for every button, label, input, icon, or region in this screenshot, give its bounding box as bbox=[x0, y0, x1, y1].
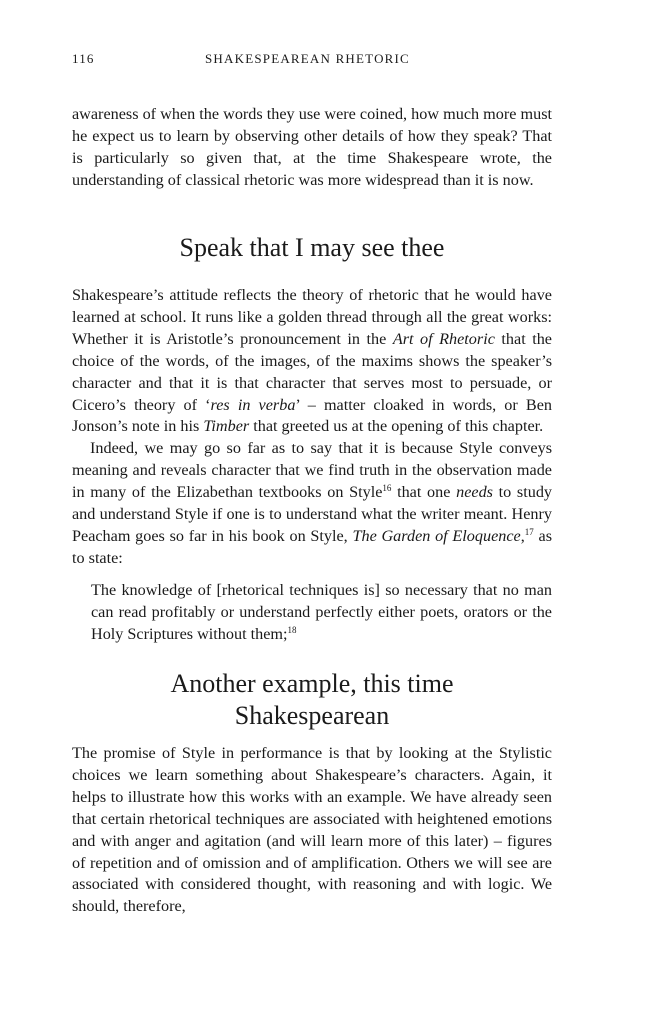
paragraph-promise-of-style: The promise of Style in performance is that by looking at the Stylistic choices we learn something about Shakespeare’s characters. Again, it helps to illustrate how this works with an example. We have already seen that certain rhetorical techniques are associated with heightened emotions and with anger and agitation (and will learn more of this later) – figures of repetition and of omission and of amplification. Others we will see are associated with considered thought, with reasoning and with logic. We should, therefore, bbox=[72, 744, 552, 916]
paragraph-attitude bbox=[72, 285, 552, 438]
heading-line: Another example, this time bbox=[170, 669, 454, 698]
page-number: 116 bbox=[72, 51, 95, 66]
footnote-ref-18[interactable]: 18 bbox=[287, 624, 297, 635]
italic-needs: needs bbox=[456, 482, 493, 501]
running-title: SHAKESPEAREAN RHETORIC bbox=[205, 51, 410, 66]
text-run: that greeted us at the opening of this chapter. bbox=[249, 417, 544, 436]
paragraph-continuation: awareness of when the words they use were coined, how much more must he expect us to learn by observing other details of how they speak? That is particularly so given that, at the time Shakespeare wrote, the understanding of classical rhetoric was more widespread than it is now. bbox=[72, 105, 552, 189]
text-run: , bbox=[520, 526, 525, 545]
footnote-ref-16[interactable]: 16 bbox=[382, 482, 392, 493]
paragraph-indeed bbox=[72, 438, 552, 569]
section-heading-another-example bbox=[72, 668, 552, 732]
block-quote-peacham bbox=[91, 580, 552, 646]
italic-title-garden-of-eloquence: The Garden of Eloquence bbox=[352, 526, 521, 545]
text-run: that the choice of the words, of the images, of the maxims shows the speaker’s character and that it is that character that serves most to persuade, or Cicero’s theory of ‘ bbox=[72, 329, 552, 414]
footnote-ref-17[interactable]: 17 bbox=[524, 526, 534, 537]
italic-title-art-of-rhetoric: Art of Rhetoric bbox=[392, 329, 495, 348]
text-run: as to state: bbox=[72, 526, 553, 567]
text-run: Shakespeare’s attitude reflects the theory of rhetoric that he would have learned at school. It runs like a golden thread through all the great works: Whether it is Aristotle’s pronouncement in the bbox=[72, 286, 552, 348]
italic-res-in-verba: res in verba bbox=[210, 395, 296, 414]
text-run: that one bbox=[391, 482, 457, 501]
italic-title-timber: Timber bbox=[203, 417, 250, 436]
heading-line: Shakespearean bbox=[234, 701, 390, 730]
text-run: to study and understand Style if one is to understand what the writer meant. Henry Peacham goes so far in his book on Style, bbox=[72, 482, 553, 545]
text-run: Indeed, we may go so far as to say that it is because Style conveys meaning and reveals character that we find truth in the observation made in many of the Elizabethan textbooks on Style bbox=[72, 439, 552, 501]
text-run: ’ – matter cloaked in words, or Ben Jonson’s note in his bbox=[72, 395, 552, 436]
quote-text: The knowledge of [rhetorical techniques is] so necessary that no man can read profitably or understand perfectly either poets, orators or the Holy Scriptures without them; bbox=[91, 581, 552, 643]
section-heading-speak: Speak that I may see thee bbox=[179, 233, 445, 262]
